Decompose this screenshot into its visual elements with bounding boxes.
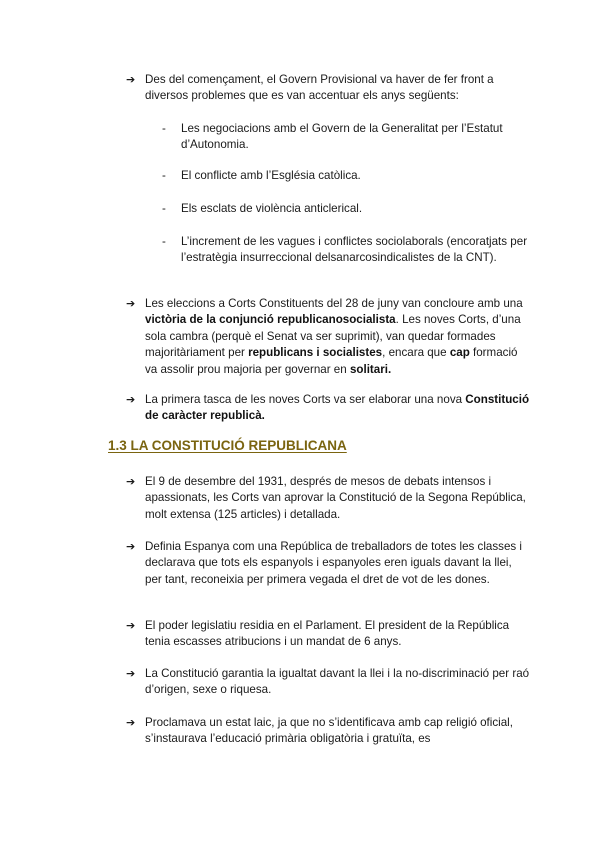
constitution-text: El 9 de desembre del 1931, després de mesos de debats intensos i apassionats, les Corts van aprovar la Constitució de la Segona República, molt extensa (125 articles) i detallada. [145,475,526,521]
section-heading: 1.3 LA CONSTITUCIÓ REPUBLICANA [108,438,347,453]
first-task-bullet [126,392,531,425]
constitution-bullet [126,474,531,523]
problem-text: Els esclats de violència anticlerical. [181,202,363,215]
elections-text: Les eleccions a Corts Constituents del 28 de juny van concloure amb una victòria de la conjunció republicanosocialista. Les noves Corts, d’una sola cambra (perquè el Senat va ser suprimit), van quedar formades majoritàriament per republicans i socialistes, encara que cap formació va assolir prou majoria per governar en solitari. [145,297,523,376]
dash-marker: - [162,169,166,182]
intro-text: Des del començament, el Govern Provisional va haver de fer front a diversos problemes que es van accentuar els anys següents: [145,73,494,103]
arrow-icon: ➔ [126,540,136,553]
constitution-bullet [126,715,531,748]
problem-item [162,168,532,184]
problem-item [162,121,532,154]
problem-item [162,234,532,267]
dash-marker: - [162,202,166,215]
arrow-icon: ➔ [126,475,136,488]
constitution-bullet [126,618,531,651]
arrow-icon: ➔ [126,716,136,729]
dash-marker: - [162,235,166,248]
arrow-icon: ➔ [126,667,136,680]
intro-bullet [126,72,531,105]
problem-text: El conflicte amb l’Església catòlica. [181,169,361,182]
dash-marker: - [162,122,166,135]
constitution-text: El poder legislatiu residia en el Parlament. El president de la República tenia escasses atribucions i un mandat de 6 anys. [145,619,510,649]
elections-bullet [126,296,531,378]
constitution-bullet [126,666,531,699]
problem-text: Les negociacions amb el Govern de la Generalitat per l’Estatut d’Autonomia. [181,122,503,152]
constitution-text: La Constitució garantia la igualtat davant la llei i la no-discriminació per raó d’origen, sexe o riquesa. [145,667,530,697]
constitution-bullet [126,539,531,588]
arrow-icon: ➔ [126,73,136,86]
constitution-text: Proclamava un estat laic, ja que no s’identificava amb cap religió oficial, s’instaurava l’educació primària obligatòria i gratuïta, es [145,716,513,746]
problem-text: L’increment de les vagues i conflictes sociolaborals (encoratjats per l’estratègia insurreccional delsanarcosindicalistes de la CNT). [181,235,528,265]
arrow-icon: ➔ [126,393,136,406]
arrow-icon: ➔ [126,619,136,632]
arrow-icon: ➔ [126,297,136,310]
first-task-text: La primera tasca de les noves Corts va ser elaborar una nova Constitució de caràcter republicà. [145,393,530,423]
constitution-text: Definia Espanya com una República de treballadors de totes les classes i declarava que tots els espanyols i espanyoles eren iguals davant la llei, per tant, reconeixia per primera vegada el dret de vot de les dones. [145,540,523,586]
problem-item [162,201,532,217]
